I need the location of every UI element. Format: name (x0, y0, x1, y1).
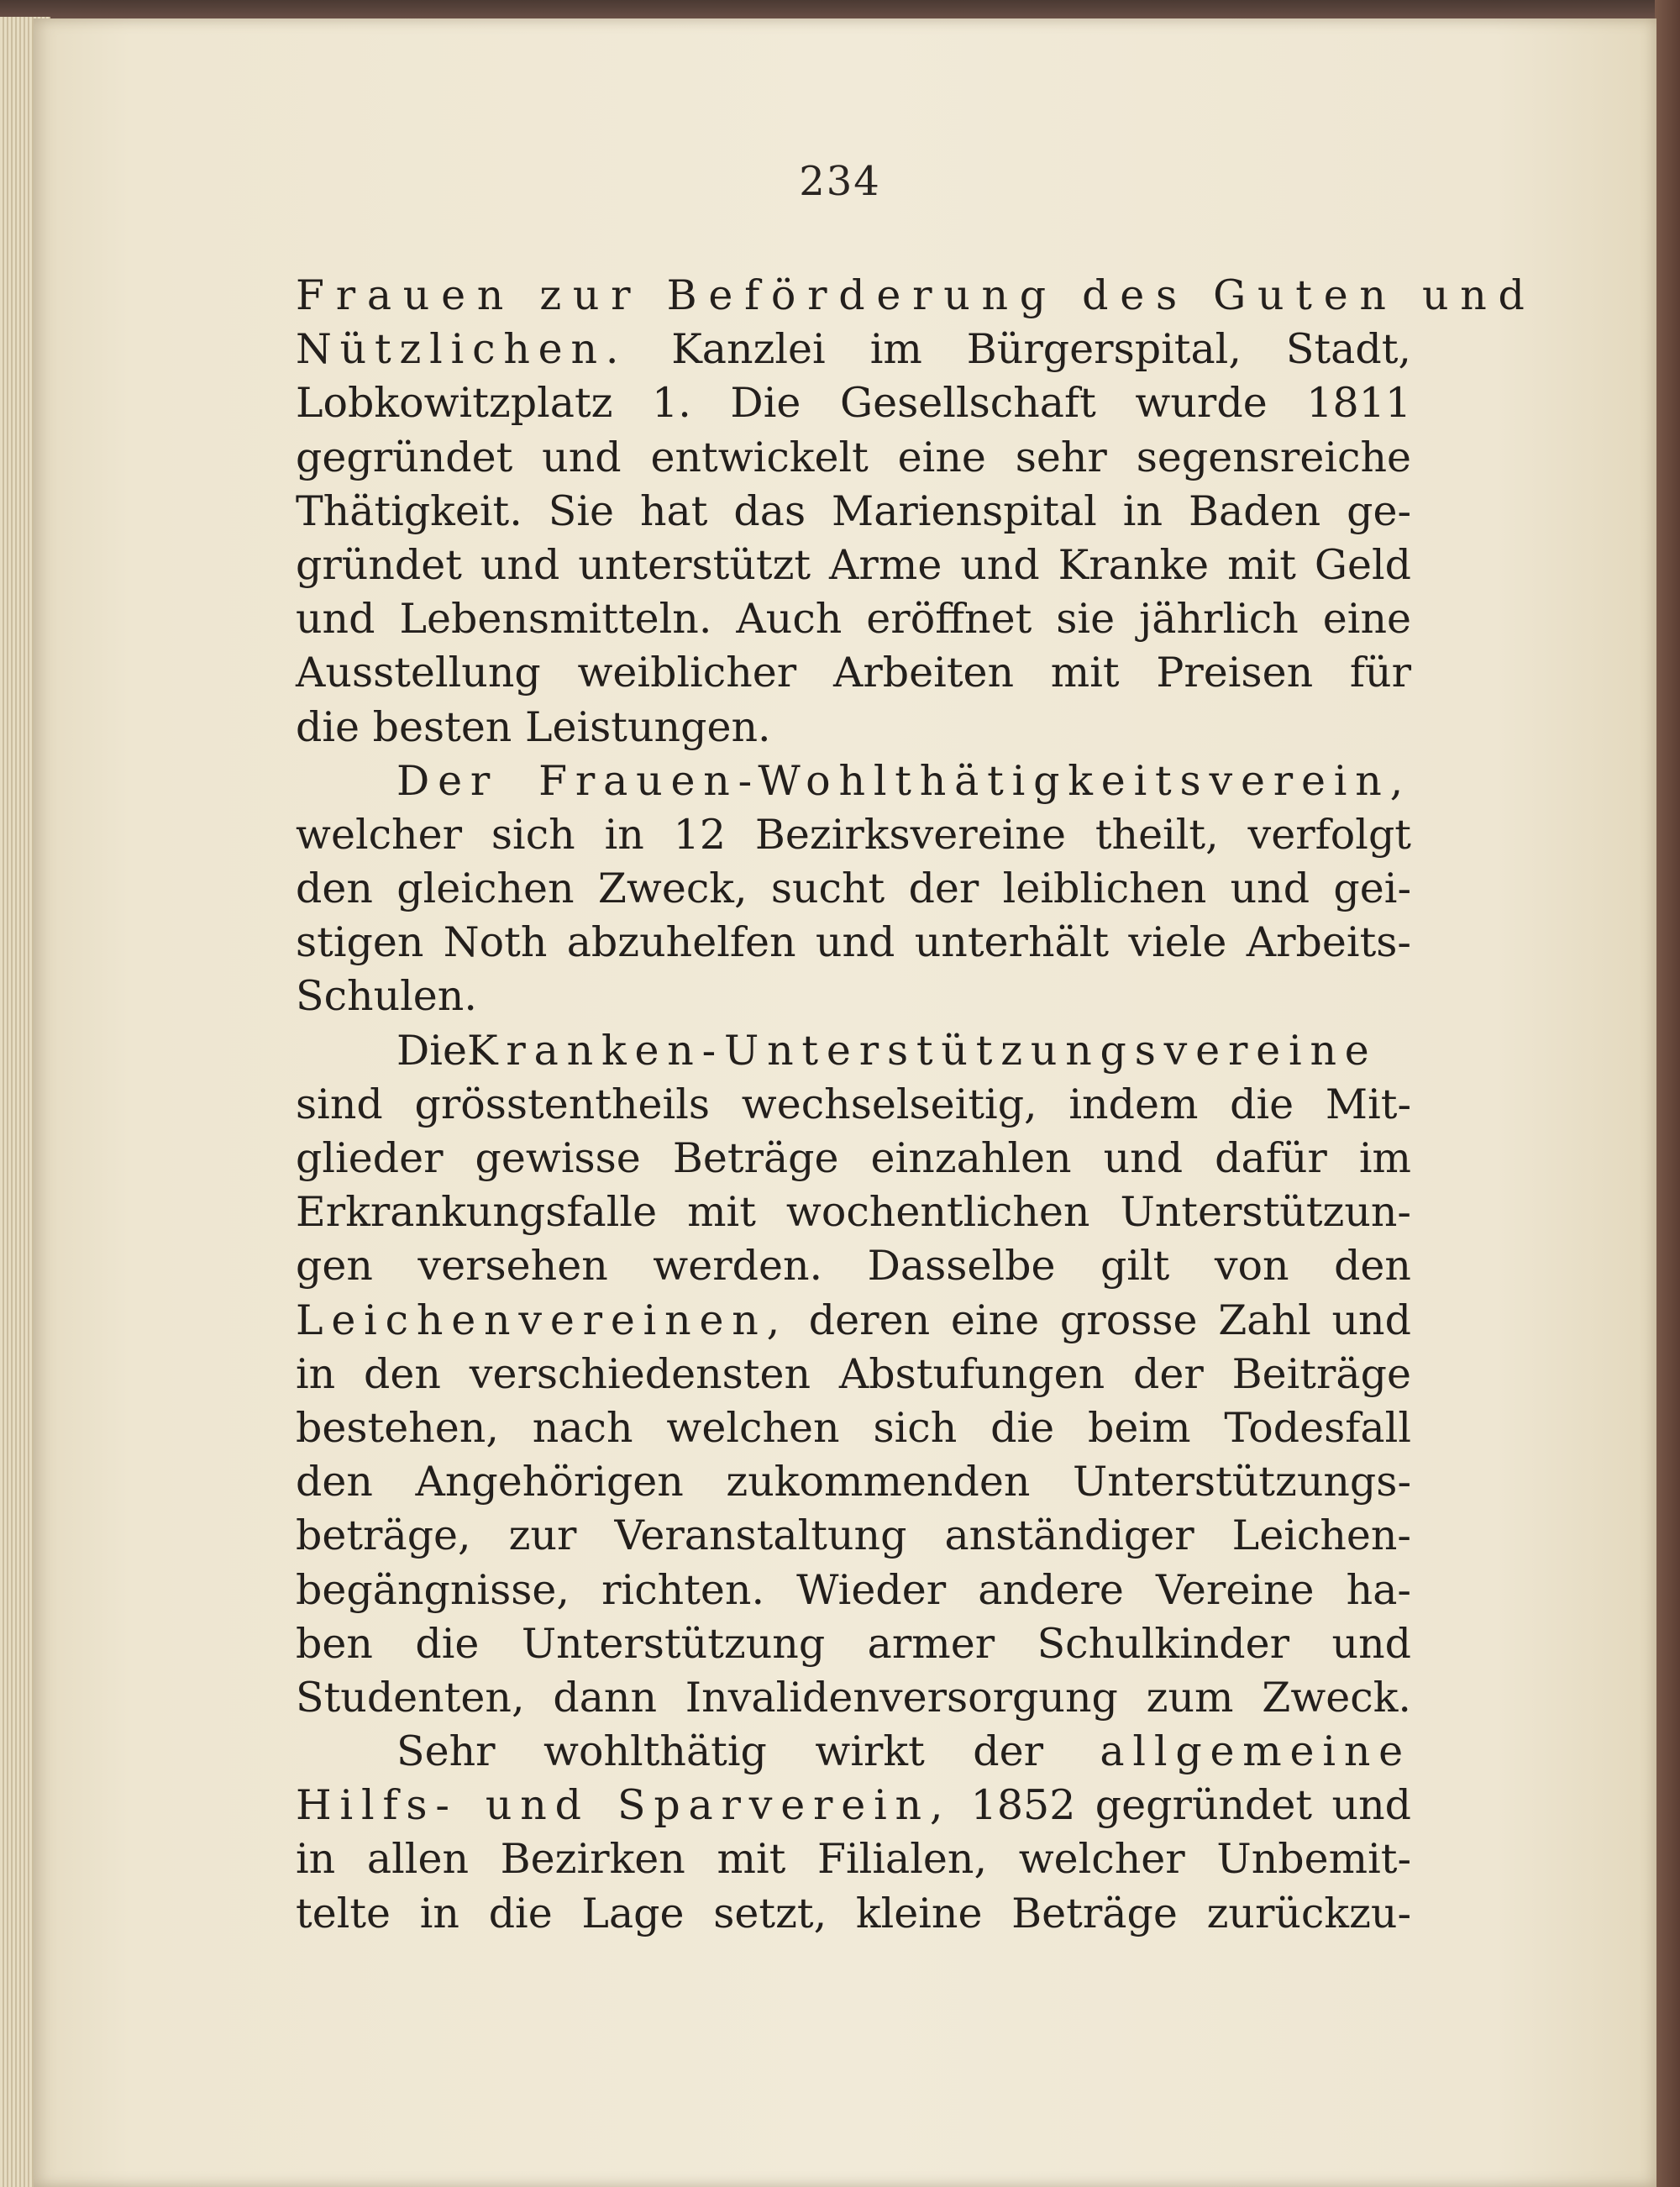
text-line: Lobkowitzplatz 1. Die Gesellschaft wurde 1811 (296, 379, 1411, 428)
spaced-text: Hilfs- und Sparverein, (296, 1781, 952, 1830)
text-line: Schulen. (296, 972, 477, 1021)
text-line: Erkrankungsfalle mit wochentlichen Unterstützun- (296, 1188, 1411, 1237)
text-line: den gleichen Zweck, sucht der leiblichen und gei- (296, 865, 1411, 913)
text-line: Ausstellung weiblicher Arbeiten mit Preisen für (296, 649, 1411, 697)
text-line: den Angehörigen zukommenden Unterstützungs- (296, 1458, 1411, 1506)
text-span: 1852 gegründet und (951, 1781, 1411, 1830)
text-line: Studenten, dann Invalidenversorgung zum Zweck. (296, 1673, 1411, 1722)
text-line: sind grösstentheils wechselseitig, indem die Mit- (296, 1080, 1411, 1128)
text-line: stigen Noth abzuhelfen und unterhält viele Arbeits- (296, 918, 1411, 967)
text-line (296, 323, 1411, 376)
text-line: gegründet und entwickelt eine sehr segensreiche (296, 433, 1411, 481)
page-number: 234 (799, 158, 881, 205)
spaced-text: Kranken-Unterstützungsvereine (466, 1026, 1378, 1075)
text-line: telte in die Lage setzt, kleine Beträge zurückzu- (296, 1889, 1411, 1937)
text-line: die besten Leistungen. (296, 702, 771, 751)
spaced-text: allgemeine (1043, 1727, 1411, 1776)
text-span: Die (396, 1026, 467, 1075)
text-line (296, 269, 1536, 323)
text-line (296, 1725, 1411, 1779)
text-line: welcher sich in 12 Bezirksvereine theilt, verfolgt (296, 810, 1411, 859)
text-line: begängnisse, richten. Wieder andere Vereine ha- (296, 1565, 1411, 1614)
text-span: deren eine grosse Zahl und (788, 1296, 1411, 1344)
spaced-text: Nützlichen. (296, 325, 627, 374)
page-body-text (296, 269, 1536, 1941)
spaced-text: Frauen zur Beförderung des Guten und (296, 271, 1536, 319)
text-line: in allen Bezirken mit Filialen, welcher Unbemit- (296, 1835, 1411, 1884)
text-span: Kanzlei im Bürgerspital, Stadt, (627, 325, 1411, 374)
text-line: gründet und unterstützt Arme und Kranke mit Geld (296, 540, 1411, 589)
text-line: bestehen, nach welchen sich die beim Todesfall (296, 1403, 1411, 1452)
spaced-text: Leichenvereinen, (296, 1296, 789, 1344)
text-line (296, 1294, 1411, 1348)
text-line (296, 1024, 1411, 1078)
text-line (296, 754, 1411, 808)
text-line: glieder gewisse Beträge einzahlen und dafür im (296, 1134, 1411, 1182)
text-line: Thätigkeit. Sie hat das Marienspital in Baden ge- (296, 486, 1411, 535)
book-cover-edge (1655, 0, 1680, 2187)
text-span: Sehr wohlthätig wirkt der (396, 1727, 1044, 1776)
text-line: beträge, zur Veranstaltung anständiger Leichen- (296, 1511, 1411, 1560)
text-line: in den verschiedensten Abstufungen der Beiträge (296, 1349, 1411, 1398)
spaced-text: Der Frauen-Wohlthätigkeitsverein, (396, 756, 1411, 805)
text-line: ben die Unterstützung armer Schulkinder und (296, 1619, 1411, 1668)
text-line: und Lebensmitteln. Auch eröffnet sie jährlich eine (296, 595, 1411, 644)
text-line (296, 1779, 1411, 1832)
text-line: gen versehen werden. Dasselbe gilt von den (296, 1242, 1411, 1291)
